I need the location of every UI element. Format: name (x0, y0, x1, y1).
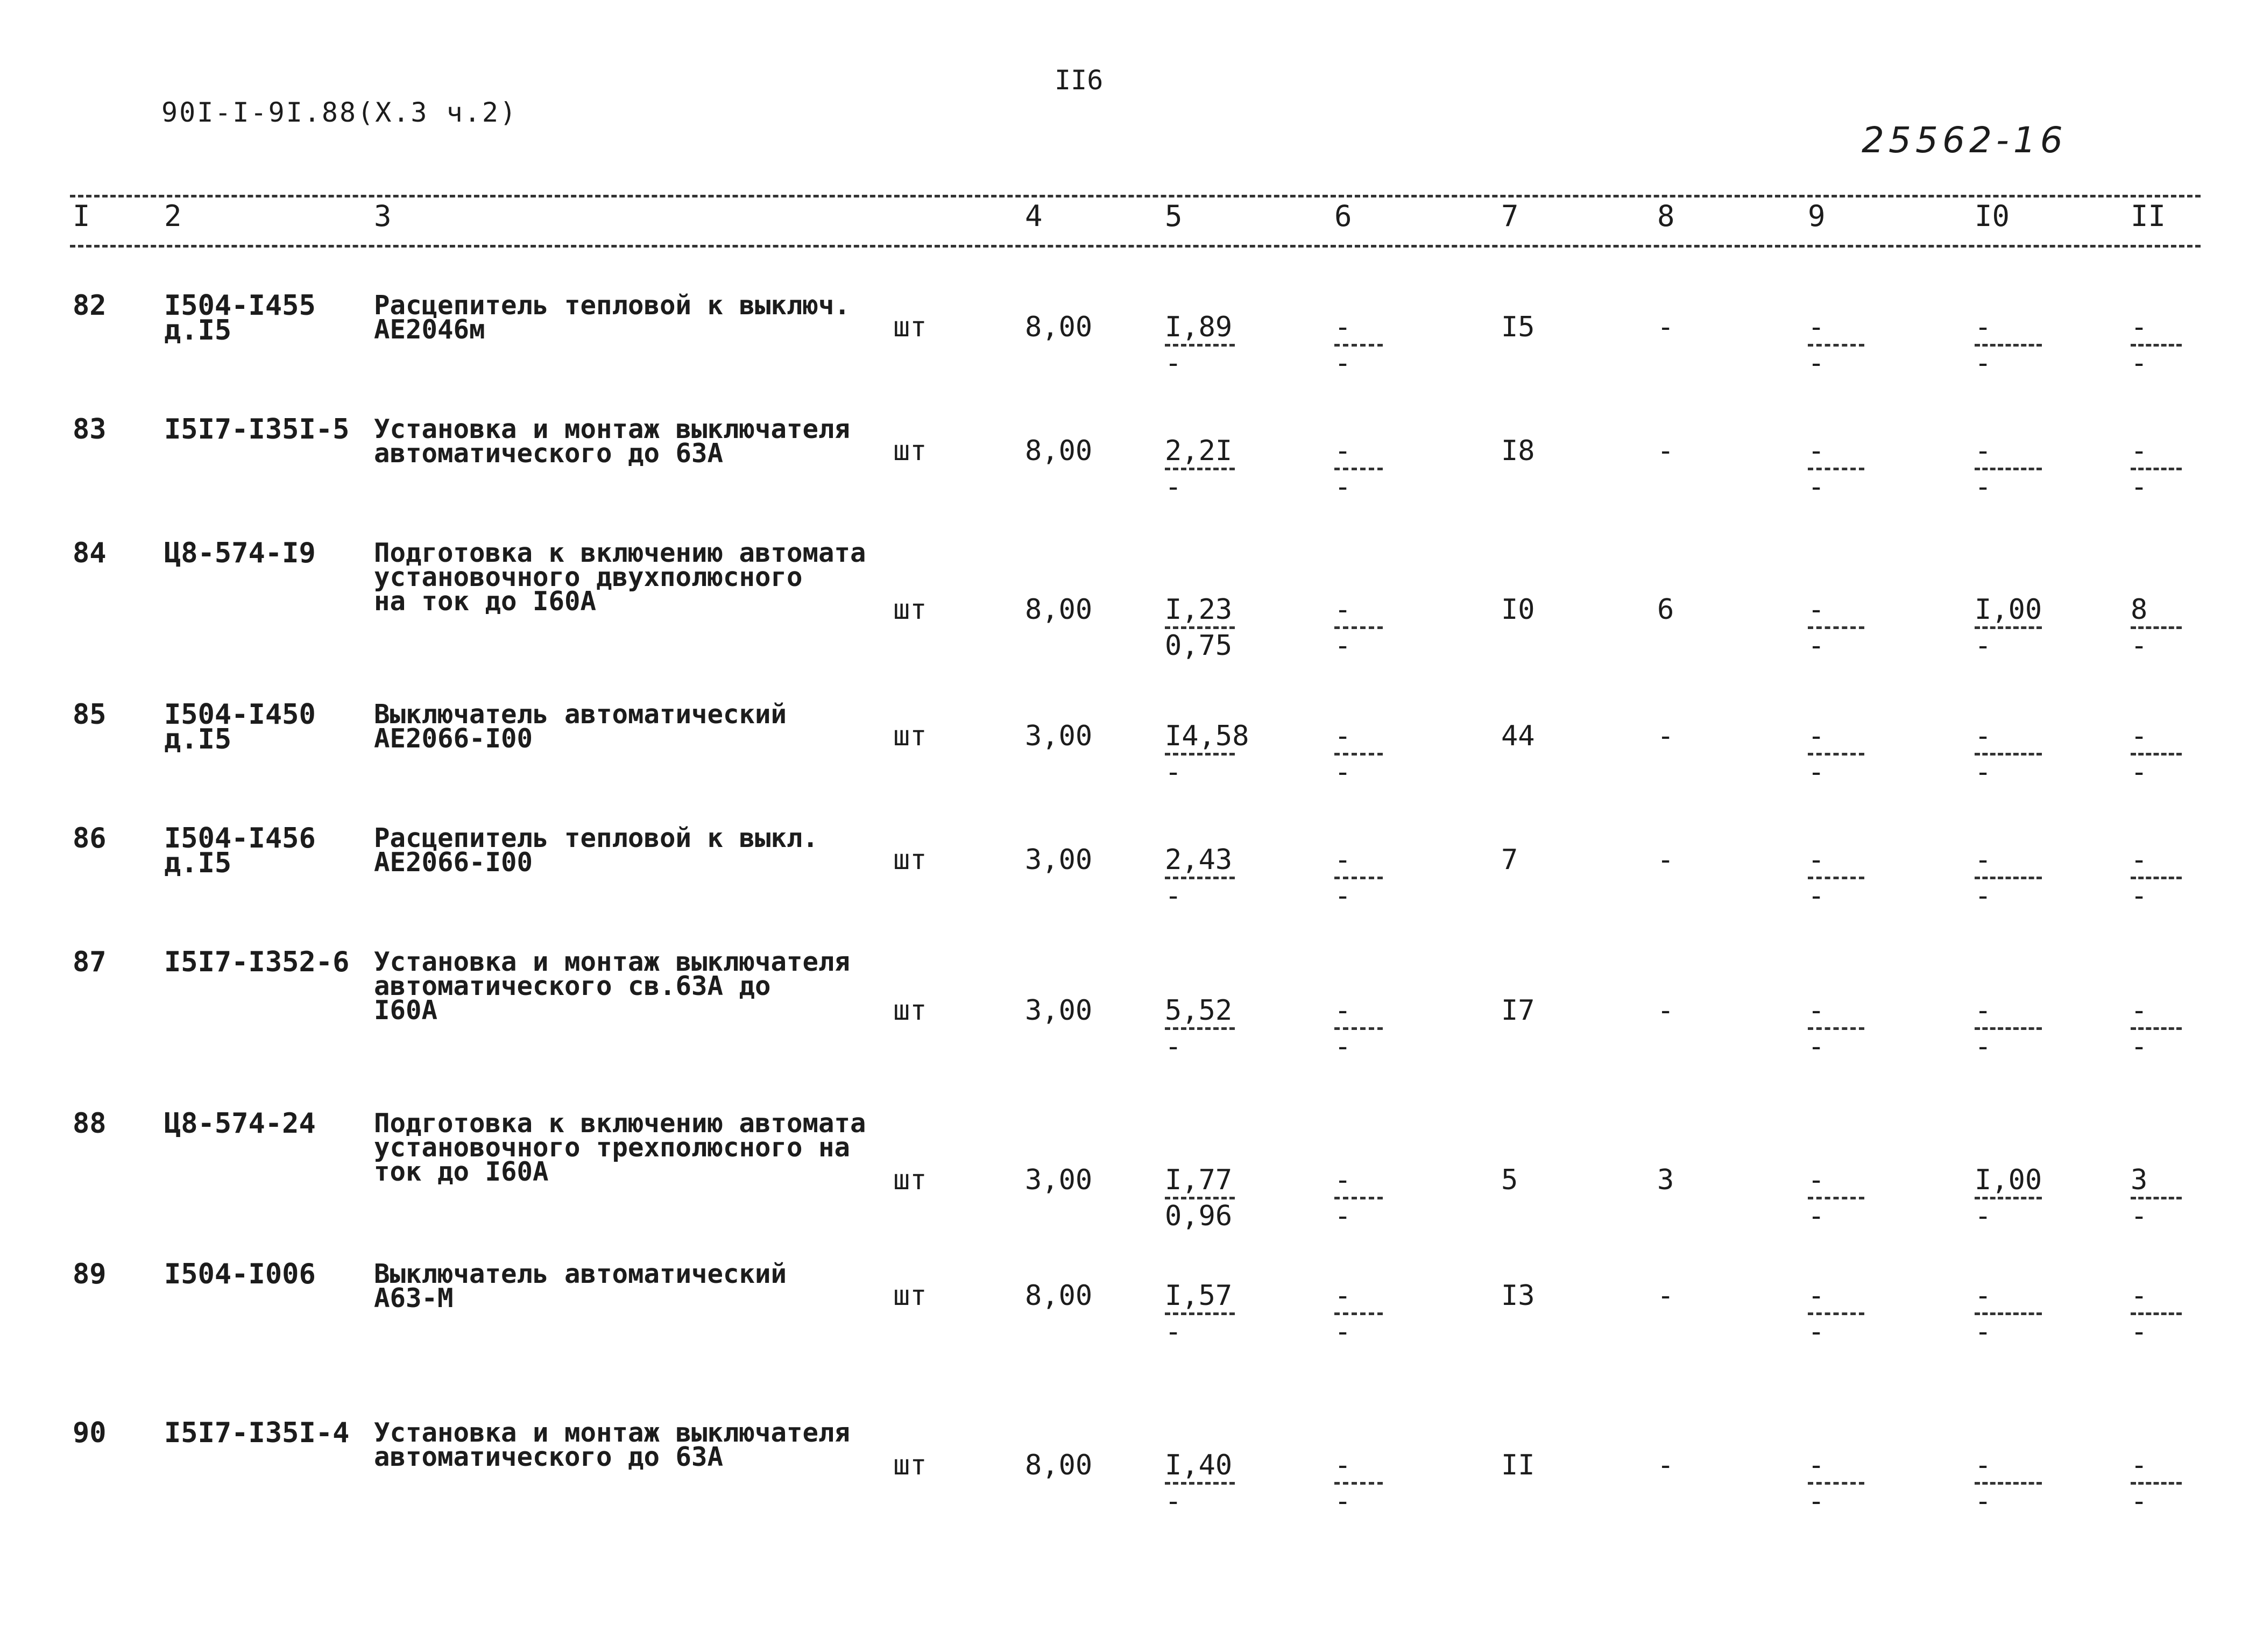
value-bottom: - (1165, 471, 1182, 503)
value-top: - (2131, 1280, 2148, 1312)
value-top: - (1808, 311, 1825, 343)
value-c7: 7 (1501, 844, 1518, 876)
fraction-line (2131, 1027, 2182, 1030)
value-top: - (1808, 435, 1825, 467)
quantity: 8,00 (1025, 1449, 1093, 1481)
value-c6 (1334, 1280, 1383, 1348)
fraction-line (1165, 468, 1235, 470)
fraction-line (2131, 344, 2182, 347)
unit: шт (893, 1164, 927, 1196)
fraction-line (2131, 1197, 2182, 1199)
value-top: - (1808, 1164, 1825, 1196)
value-top: I,00 (1975, 1164, 2042, 1196)
value-c10 (1975, 994, 2042, 1063)
value-c6 (1334, 844, 1383, 912)
column-header: I (73, 199, 90, 233)
value-bottom: - (1334, 347, 1352, 379)
value-c9 (1808, 844, 1864, 912)
value-c10 (1975, 720, 2042, 788)
value-c5 (1165, 1280, 1235, 1348)
value-c9 (1808, 594, 1864, 662)
value-bottom: - (2131, 1200, 2148, 1232)
row-number: 83 (73, 413, 107, 446)
value-c8: 6 (1657, 594, 1674, 626)
value-top: - (1975, 994, 1992, 1027)
value-c6 (1334, 435, 1383, 503)
quantity: 8,00 (1025, 435, 1093, 467)
column-header: 2 (164, 199, 182, 233)
value-c5 (1165, 435, 1235, 503)
unit: шт (893, 594, 927, 626)
value-bottom: - (1975, 756, 1992, 788)
value-c5 (1165, 1164, 1235, 1232)
fraction-line (1808, 1027, 1864, 1030)
value-bottom: - (1165, 756, 1182, 788)
value-c6 (1334, 311, 1383, 379)
resource-code: I504-I006 (164, 1258, 316, 1290)
column-header: 9 (1808, 199, 1826, 233)
value-bottom: - (1808, 1316, 1825, 1348)
fraction-line (1334, 626, 1383, 629)
fraction-line (1975, 1027, 2042, 1030)
fraction-line (2131, 626, 2182, 629)
unit: шт (893, 844, 927, 876)
value-top: - (1808, 1449, 1825, 1481)
value-bottom: - (1808, 1030, 1825, 1063)
value-c10 (1975, 435, 2042, 503)
value-c10 (1975, 1164, 2042, 1232)
value-bottom: - (1334, 1485, 1352, 1517)
value-top: - (1975, 844, 1992, 876)
value-top: I,77 (1165, 1164, 1233, 1196)
fraction-line (1165, 877, 1235, 879)
value-c10 (1975, 1449, 2042, 1517)
value-c8: - (1657, 1280, 1674, 1312)
value-bottom: - (2131, 471, 2148, 503)
value-c5 (1165, 844, 1235, 912)
value-top: - (1334, 994, 1352, 1027)
value-bottom: - (1165, 1030, 1182, 1063)
quantity: 3,00 (1025, 844, 1093, 876)
resource-code: I5I7-I35I-5 (164, 413, 350, 446)
value-c7: II (1501, 1449, 1535, 1481)
fraction-line (1808, 1197, 1864, 1199)
value-top: - (1334, 1164, 1352, 1196)
fraction-line (1165, 1027, 1235, 1030)
value-top: - (1808, 994, 1825, 1027)
value-c11 (2131, 844, 2182, 912)
value-top: - (2131, 844, 2148, 876)
quantity: 3,00 (1025, 1164, 1093, 1196)
fraction-line (1808, 344, 1864, 347)
resource-code: I504-I450 д.I5 (164, 698, 316, 756)
work-description: Выключатель автоматический АЕ2066-I00 (374, 699, 787, 754)
work-description: Подготовка к включению автомата установочного двухполюсного на ток до I60А (374, 538, 866, 617)
fraction-line (1808, 753, 1864, 756)
work-description: Установка и монтаж выключателя автоматического св.63А до I60А (374, 947, 851, 1026)
fraction-line (1808, 1312, 1864, 1315)
fraction-line (2131, 753, 2182, 756)
value-top: I,40 (1165, 1449, 1233, 1481)
fraction-line (1334, 1482, 1383, 1485)
work-description: Установка и монтаж выключателя автоматического до 63А (374, 414, 851, 469)
value-top: - (1975, 720, 1992, 752)
work-description: Расцепитель тепловой к выкл. АЕ2066-I00 (374, 823, 819, 878)
row-number: 85 (73, 698, 107, 731)
value-c5 (1165, 311, 1235, 379)
fraction-line (2131, 468, 2182, 470)
value-bottom: - (1334, 880, 1352, 912)
value-top: I,89 (1165, 311, 1233, 343)
value-top: - (1334, 311, 1352, 343)
column-header: 3 (374, 199, 392, 233)
column-header: II (2131, 199, 2166, 233)
fraction-line (1165, 626, 1235, 629)
value-c10 (1975, 844, 2042, 912)
document-code: 25562-16 (1862, 119, 2067, 161)
value-c9 (1808, 311, 1864, 379)
fraction-line (1975, 877, 2042, 879)
value-c7: I8 (1501, 435, 1535, 467)
value-top: - (1334, 435, 1352, 467)
value-top: 3 (2131, 1164, 2148, 1196)
row-number: 89 (73, 1258, 107, 1290)
value-bottom: - (1334, 630, 1352, 662)
fraction-line (2131, 877, 2182, 879)
value-c7: 5 (1501, 1164, 1518, 1196)
row-number: 88 (73, 1107, 107, 1140)
quantity: 3,00 (1025, 720, 1093, 752)
value-top: - (1975, 311, 1992, 343)
value-top: - (2131, 720, 2148, 752)
value-bottom: - (2131, 756, 2148, 788)
work-description: Выключатель автоматический А63-М (374, 1259, 787, 1314)
value-bottom: - (1808, 756, 1825, 788)
row-number: 90 (73, 1417, 107, 1449)
value-top: - (1975, 1280, 1992, 1312)
value-c11 (2131, 1280, 2182, 1348)
row-number: 82 (73, 290, 107, 322)
value-bottom: - (1808, 347, 1825, 379)
value-bottom: - (1808, 1200, 1825, 1232)
value-c8: - (1657, 435, 1674, 467)
value-c7: I7 (1501, 994, 1535, 1027)
value-bottom: - (2131, 880, 2148, 912)
value-c6 (1334, 994, 1383, 1063)
fraction-line (2131, 1312, 2182, 1315)
value-top: 5,52 (1165, 994, 1233, 1027)
value-top: - (1975, 1449, 1992, 1481)
value-bottom: - (1165, 1485, 1182, 1517)
value-top: - (1808, 844, 1825, 876)
fraction-line (1334, 1197, 1383, 1199)
table-top-rule (70, 195, 2201, 197)
quantity: 8,00 (1025, 594, 1093, 626)
fraction-line (1334, 1312, 1383, 1315)
value-c8: - (1657, 311, 1674, 343)
value-top: I4,58 (1165, 720, 1249, 752)
value-bottom: - (1334, 1200, 1352, 1232)
value-c8: - (1657, 1449, 1674, 1481)
resource-code: I5I7-I35I-4 (164, 1417, 350, 1449)
value-c11 (2131, 435, 2182, 503)
value-bottom: - (1975, 1200, 1992, 1232)
unit: шт (893, 311, 927, 343)
value-bottom: - (1975, 1316, 1992, 1348)
fraction-line (1165, 753, 1235, 756)
value-bottom: 0,75 (1165, 630, 1233, 662)
value-c9 (1808, 1449, 1864, 1517)
value-c9 (1808, 1164, 1864, 1232)
fraction-line (1334, 877, 1383, 879)
value-bottom: - (1334, 1316, 1352, 1348)
fraction-line (1165, 1312, 1235, 1315)
fraction-line (1975, 1197, 2042, 1199)
value-bottom: - (1165, 880, 1182, 912)
resource-code: I504-I455 д.I5 (164, 290, 316, 347)
value-c6 (1334, 594, 1383, 662)
fraction-line (1808, 1482, 1864, 1485)
value-c7: 44 (1501, 720, 1535, 752)
fraction-line (1975, 753, 2042, 756)
value-bottom: - (2131, 1485, 2148, 1517)
value-top: I,57 (1165, 1280, 1233, 1312)
value-top: - (2131, 435, 2148, 467)
value-bottom: - (2131, 630, 2148, 662)
value-c11 (2131, 594, 2182, 662)
fraction-line (2131, 1482, 2182, 1485)
value-bottom: - (1975, 347, 1992, 379)
value-c11 (2131, 1449, 2182, 1517)
value-bottom: - (1334, 471, 1352, 503)
value-c9 (1808, 720, 1864, 788)
value-c6 (1334, 1449, 1383, 1517)
value-bottom: - (1334, 1030, 1352, 1063)
fraction-line (1808, 877, 1864, 879)
fraction-line (1165, 344, 1235, 347)
work-description: Расцепитель тепловой к выключ. АЕ2046м (374, 290, 851, 345)
value-top: - (1334, 594, 1352, 626)
value-bottom: - (1808, 471, 1825, 503)
fraction-line (1334, 468, 1383, 470)
resource-code: I504-I456 д.I5 (164, 822, 316, 879)
value-top: - (2131, 311, 2148, 343)
resource-code: Ц8-574-I9 (164, 537, 316, 569)
value-c6 (1334, 1164, 1383, 1232)
value-c8: - (1657, 994, 1674, 1027)
resource-code: I5I7-I352-6 (164, 946, 350, 978)
value-top: - (1334, 1280, 1352, 1312)
value-bottom: - (2131, 1030, 2148, 1063)
value-top: I,00 (1975, 594, 2042, 626)
value-top: - (1975, 435, 1992, 467)
value-c5 (1165, 594, 1235, 662)
document-reference: 90I-I-9I.88(Х.3 ч.2) (161, 97, 518, 128)
fraction-line (1334, 344, 1383, 347)
value-c10 (1975, 1280, 2042, 1348)
quantity: 8,00 (1025, 311, 1093, 343)
fraction-line (1975, 1312, 2042, 1315)
value-c5 (1165, 994, 1235, 1063)
column-header: 7 (1501, 199, 1519, 233)
value-c9 (1808, 1280, 1864, 1348)
row-number: 84 (73, 537, 107, 569)
value-c9 (1808, 994, 1864, 1063)
value-bottom: - (1975, 880, 1992, 912)
table-header-rule (70, 245, 2201, 248)
column-header: I0 (1975, 199, 2010, 233)
work-description: Установка и монтаж выключателя автоматического до 63А (374, 1417, 851, 1472)
row-number: 87 (73, 946, 107, 978)
value-top: - (2131, 994, 2148, 1027)
fraction-line (1975, 468, 2042, 470)
value-top: - (1334, 720, 1352, 752)
value-bottom: - (1975, 1485, 1992, 1517)
value-bottom: - (1334, 756, 1352, 788)
value-bottom: - (1808, 1485, 1825, 1517)
value-c5 (1165, 1449, 1235, 1517)
value-top: - (1808, 720, 1825, 752)
value-c7: I5 (1501, 311, 1535, 343)
fraction-line (1334, 753, 1383, 756)
value-c10 (1975, 594, 2042, 662)
value-c10 (1975, 311, 2042, 379)
value-top: 2,2I (1165, 435, 1233, 467)
value-top: 8 (2131, 594, 2148, 626)
value-c7: I0 (1501, 594, 1535, 626)
value-c9 (1808, 435, 1864, 503)
unit: шт (893, 994, 927, 1027)
value-c6 (1334, 720, 1383, 788)
value-bottom: - (1808, 880, 1825, 912)
value-bottom: - (1808, 630, 1825, 662)
fraction-line (1334, 1027, 1383, 1030)
value-c8: 3 (1657, 1164, 1674, 1196)
resource-code: Ц8-574-24 (164, 1107, 316, 1140)
unit: шт (893, 720, 927, 752)
fraction-line (1165, 1482, 1235, 1485)
value-bottom: - (1975, 630, 1992, 662)
value-top: - (1334, 1449, 1352, 1481)
fraction-line (1975, 344, 2042, 347)
value-bottom: 0,96 (1165, 1200, 1233, 1232)
value-c5 (1165, 720, 1249, 788)
value-bottom: - (1165, 347, 1182, 379)
fraction-line (1808, 626, 1864, 629)
value-c11 (2131, 720, 2182, 788)
value-bottom: - (2131, 1316, 2148, 1348)
unit: шт (893, 435, 927, 467)
value-bottom: - (2131, 347, 2148, 379)
value-top: - (1334, 844, 1352, 876)
column-header: 4 (1025, 199, 1043, 233)
value-bottom: - (1975, 1030, 1992, 1063)
value-bottom: - (1165, 1316, 1182, 1348)
value-top: 2,43 (1165, 844, 1233, 876)
value-c8: - (1657, 720, 1674, 752)
value-top: - (2131, 1449, 2148, 1481)
fraction-line (1808, 468, 1864, 470)
column-header: 8 (1657, 199, 1675, 233)
work-description: Подготовка к включению автомата установочного трехполюсного на ток до I60А (374, 1108, 866, 1187)
column-header: 6 (1334, 199, 1352, 233)
column-header: 5 (1165, 199, 1183, 233)
page-number: II6 (1055, 65, 1104, 96)
fraction-line (1975, 626, 2042, 629)
value-top: - (1808, 1280, 1825, 1312)
value-c7: I3 (1501, 1280, 1535, 1312)
value-bottom: - (1975, 471, 1992, 503)
value-c11 (2131, 311, 2182, 379)
value-c11 (2131, 994, 2182, 1063)
value-c8: - (1657, 844, 1674, 876)
value-top: - (1808, 594, 1825, 626)
fraction-line (1165, 1197, 1235, 1199)
unit: шт (893, 1280, 927, 1312)
unit: шт (893, 1449, 927, 1481)
quantity: 3,00 (1025, 994, 1093, 1027)
fraction-line (1975, 1482, 2042, 1485)
value-c11 (2131, 1164, 2182, 1232)
quantity: 8,00 (1025, 1280, 1093, 1312)
value-top: I,23 (1165, 594, 1233, 626)
row-number: 86 (73, 822, 107, 855)
